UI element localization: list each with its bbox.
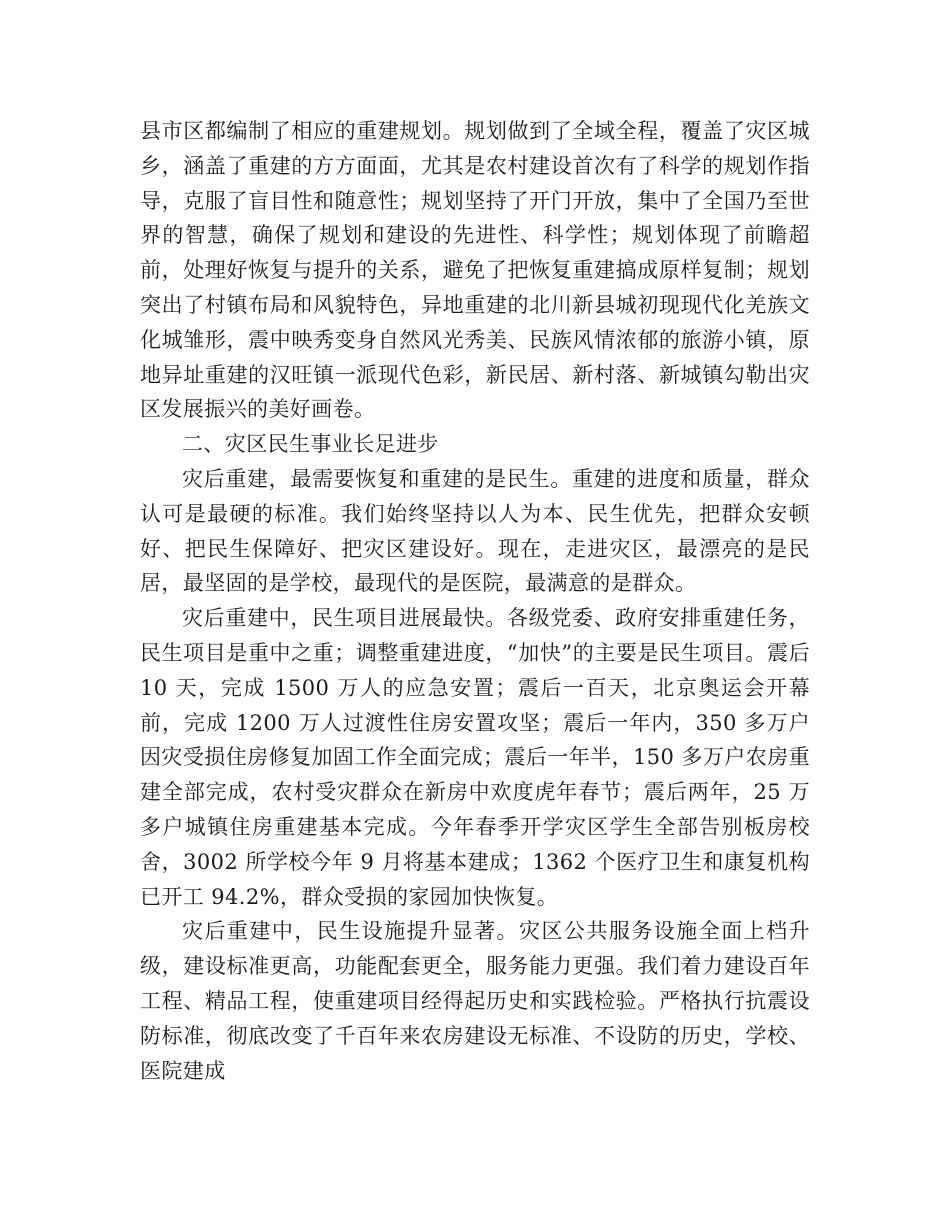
paragraph-reconstruction-planning: 县市区都编制了相应的重建规划。规划做到了全域全程，覆盖了灾区城乡，涵盖了重建的方方面面，尤其是农村建设首次有了科学的规划作指导，克服了盲目性和随意性；规划坚持了开门开放，集中了全国乃至世界的智慧，确保了规划和建设的先进性、科学性；规划体现了前瞻超前，处理好恢复与提升的关系，避免了把恢复重建搞成原样复制；规划突出了村镇布局和风貌特色，异地重建的北川新县城初现现代化羌族文化城雏形，震中映秀变身自然风光秀美、民族风情浓郁的旅游小镇，原地异址重建的汉旺镇一派现代色彩，新民居、新村落、新城镇勾勒出灾区发展振兴的美好画卷。 — [140, 119, 810, 422]
paragraph-livelihood-facilities: 灾后重建中，民生设施提升显著。灾区公共服务设施全面上档升级，建设标准更高，功能配套更全，服务能力更强。我们着力建设百年工程、精品工程，使重建项目经得起历史和实践检验。严格执行抗震设防标准，彻底改变了千百年来农房建设无标准、不设防的历史，学校、医院建成 — [140, 919, 810, 1083]
paragraph-livelihood-priority: 灾后重建，最需要恢复和重建的是民生。重建的进度和质量，群众认可是最硬的标准。我们始终坚持以人为本、民生优先，把群众安顿好、把民生保障好、把灾区建设好。现在，走进灾区，最漂亮的是民居，最坚固的是学校，最现代的是医院，最满意的是群众。 — [140, 466, 810, 596]
document-body — [140, 114, 810, 1088]
paragraph-livelihood-projects: 灾后重建中，民生项目进展最快。各级党委、政府安排重建任务，民生项目是重中之重；调整重建进度，“加快”的主要是民生项目。震后 10 天，完成 1500 万人的应急安置；震后一百天，北京奥运会开幕前，完成 1200 万人过渡性住房安置攻坚；震后一年内，350 多万户因灾受损住房修复加固工作全面完成；震后一年半，150 多万户农房重建全部完成，农村受灾群众在新房中欢度虎年春节；震后两年，25 万多户城镇住房重建基本完成。今年春季开学灾区学生全部告别板房校舍，3002 所学校今年 9 月将基本建成；1362 个医疗卫生和康复机构已开工 94.2%，群众受损的家园加快恢复。 — [140, 606, 810, 909]
section-heading-livelihood: 二、灾区民生事业长足进步 — [182, 432, 439, 457]
